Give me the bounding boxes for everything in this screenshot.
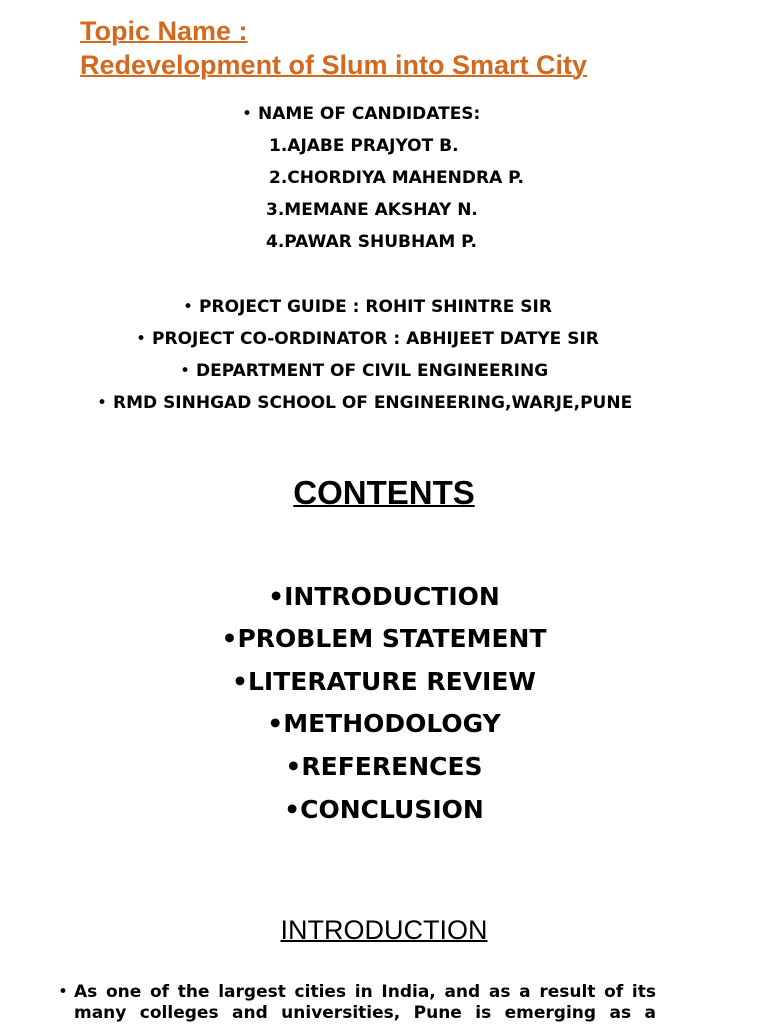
paragraph-line: As one of the largest cities in India, and as a result of its — [74, 982, 656, 1002]
introduction-paragraph: • As one of the largest cities in India, and as a result of its many colleges and universities, Pune is emerging as a — [58, 982, 656, 1023]
contents-item: •METHODOLOGY — [267, 709, 501, 738]
topic-name: Redevelopment of Slum into Smart City — [80, 50, 588, 80]
contents-item: •INTRODUCTION — [268, 582, 500, 611]
candidate-name: 1.AJABE PRAJYOT B. — [269, 136, 459, 156]
project-guide: • PROJECT GUIDE : ROHIT SHINTRE SIR — [183, 297, 552, 317]
contents-item: •LITERATURE REVIEW — [231, 667, 537, 696]
paragraph-line: many colleges and universities, Pune is emerging as a — [74, 1003, 656, 1023]
institution: • RMD SINHGAD SCHOOL OF ENGINEERING,WARJE,PUNE — [97, 393, 633, 413]
candidates-heading: • NAME OF CANDIDATES: — [242, 104, 481, 124]
introduction-heading: INTRODUCTION — [280, 915, 488, 945]
candidate-name: 2.CHORDIYA MAHENDRA P. — [269, 168, 524, 188]
contents-heading: CONTENTS — [293, 474, 475, 511]
department: • DEPARTMENT OF CIVIL ENGINEERING — [180, 361, 549, 381]
candidate-name: 3.MEMANE AKSHAY N. — [266, 200, 478, 220]
project-coordinator: • PROJECT CO-ORDINATOR : ABHIJEET DATYE SIR — [136, 329, 599, 349]
topic-label: Topic Name : — [80, 16, 248, 46]
topic-title — [80, 14, 587, 82]
candidate-name: 4.PAWAR SHUBHAM P. — [266, 232, 477, 252]
contents-item: •CONCLUSION — [284, 795, 484, 824]
contents-item: •REFERENCES — [285, 752, 483, 781]
contents-item: •PROBLEM STATEMENT — [221, 624, 547, 653]
